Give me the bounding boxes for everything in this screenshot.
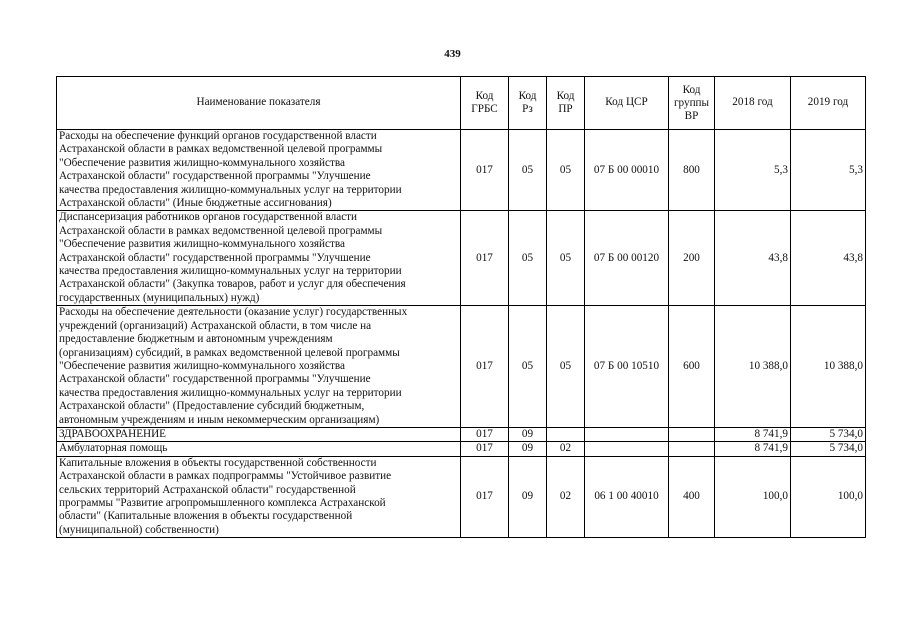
page-number: 439 xyxy=(444,48,461,60)
row-name-line: Астраханской области" (Предоставление субсидий бюджетным, xyxy=(59,400,365,413)
cell-2018: 8 741,9 xyxy=(715,427,791,441)
header-pr: Код ПР xyxy=(547,77,585,130)
cell-grbs: 017 xyxy=(461,306,509,428)
cell-vr xyxy=(669,427,715,441)
cell-csr xyxy=(585,427,669,441)
row-name xyxy=(57,211,461,306)
row-name-line: Астраханской области" государственной программы "Улучшение xyxy=(59,373,371,386)
row-name-line: качества предоставления жилищно-коммунальных услуг на территории xyxy=(59,265,402,278)
cell-rz: 09 xyxy=(509,456,547,537)
cell-2018: 10 388,0 xyxy=(715,306,791,428)
row-name-line: ЗДРАВООХРАНЕНИЕ xyxy=(59,427,167,440)
row-name-line: Расходы на обеспечение функций органов государственной власти xyxy=(59,130,377,142)
header-grbs: Код ГРБС xyxy=(461,77,509,130)
table-header-row xyxy=(57,77,866,130)
row-name-line: предоставление бюджетным и автономным учреждениям xyxy=(59,333,333,346)
table-row xyxy=(57,427,866,441)
cell-pr: 02 xyxy=(547,456,585,537)
cell-vr: 600 xyxy=(669,306,715,428)
cell-vr: 400 xyxy=(669,456,715,537)
cell-2018: 100,0 xyxy=(715,456,791,537)
row-name-line: (муниципальной) собственности) xyxy=(59,523,219,536)
cell-2018: 43,8 xyxy=(715,211,791,306)
row-name-line: государственных (муниципальных) нужд) xyxy=(59,291,260,304)
header-2018: 2018 год xyxy=(715,77,791,130)
cell-csr: 07 Б 00 00120 xyxy=(585,211,669,306)
budget-table xyxy=(56,76,866,538)
cell-2019: 5,3 xyxy=(791,130,866,211)
cell-rz: 05 xyxy=(509,306,547,428)
cell-vr: 200 xyxy=(669,211,715,306)
row-name-line: Астраханской области" государственной программы "Улучшение xyxy=(59,251,371,264)
header-vr: Код группы ВР xyxy=(669,77,715,130)
cell-grbs: 017 xyxy=(461,442,509,456)
row-name-line: сельских территорий Астраханской области" государственной xyxy=(59,483,356,496)
cell-rz: 05 xyxy=(509,130,547,211)
row-name-line: Диспансеризация работников органов государственной власти xyxy=(59,211,358,224)
row-name-line: Астраханской области в рамках подпрограммы "Устойчивое развитие xyxy=(59,470,392,483)
cell-2019: 43,8 xyxy=(791,211,866,306)
cell-pr: 05 xyxy=(547,306,585,428)
row-name-line: Амбулаторная помощь xyxy=(59,442,168,455)
cell-grbs: 017 xyxy=(461,130,509,211)
cell-2019: 100,0 xyxy=(791,456,866,537)
table-row xyxy=(57,456,866,537)
cell-vr xyxy=(669,442,715,456)
table-row xyxy=(57,211,866,306)
row-name-line: Капитальные вложения в объекты государственной собственности xyxy=(59,456,377,469)
cell-grbs: 017 xyxy=(461,427,509,441)
row-name-line: области" (Капитальные вложения в объекты государственной xyxy=(59,510,353,523)
cell-2018: 8 741,9 xyxy=(715,442,791,456)
row-name-line: программы "Развитие агропромышленного комплекса Астраханской xyxy=(59,496,386,509)
cell-pr xyxy=(547,427,585,441)
cell-rz: 09 xyxy=(509,427,547,441)
cell-2019: 10 388,0 xyxy=(791,306,866,428)
cell-pr: 02 xyxy=(547,442,585,456)
row-name xyxy=(57,442,461,456)
cell-2019: 5 734,0 xyxy=(791,442,866,456)
row-name-line: Астраханской области" (Иные бюджетные ассигнования) xyxy=(59,197,332,210)
cell-grbs: 017 xyxy=(461,456,509,537)
row-name-line: Астраханской области в рамках ведомственной целевой программы xyxy=(59,143,383,156)
cell-2019: 5 734,0 xyxy=(791,427,866,441)
table-row xyxy=(57,130,866,211)
row-name-line: Астраханской области в рамках ведомственной целевой программы xyxy=(59,224,383,237)
row-name-line: Астраханской области" государственной программы "Улучшение xyxy=(59,170,371,183)
cell-csr: 07 Б 00 10510 xyxy=(585,306,669,428)
cell-csr xyxy=(585,442,669,456)
row-name-line: (организациям) субсидий, в рамках ведомственной целевой программы xyxy=(59,346,400,359)
row-name-line: качества предоставления жилищно-коммунальных услуг на территории xyxy=(59,386,402,399)
header-2019: 2019 год xyxy=(791,77,866,130)
table-row xyxy=(57,306,866,428)
cell-pr: 05 xyxy=(547,130,585,211)
cell-csr: 06 1 00 40010 xyxy=(585,456,669,537)
row-name-line: учреждений (организаций) Астраханской области, в том числе на xyxy=(59,319,372,332)
row-name-line: "Обеспечение развития жилищно-коммунального хозяйства xyxy=(59,359,345,372)
row-name-line: Расходы на обеспечение деятельности (оказание услуг) государственных xyxy=(59,306,408,319)
header-name: Наименование показателя xyxy=(57,77,461,130)
row-name xyxy=(57,306,461,428)
row-name-line: "Обеспечение развития жилищно-коммунального хозяйства xyxy=(59,156,345,169)
row-name xyxy=(57,130,461,211)
table-row xyxy=(57,442,866,456)
cell-vr: 800 xyxy=(669,130,715,211)
row-name xyxy=(57,456,461,537)
row-name xyxy=(57,427,461,441)
cell-rz: 09 xyxy=(509,442,547,456)
row-name-line: автономным учреждениям и иным некоммерческим организациям) xyxy=(59,413,380,426)
cell-2018: 5,3 xyxy=(715,130,791,211)
row-name-line: "Обеспечение развития жилищно-коммунального хозяйства xyxy=(59,238,345,251)
header-rz: Код Рз xyxy=(509,77,547,130)
cell-csr: 07 Б 00 00010 xyxy=(585,130,669,211)
cell-grbs: 017 xyxy=(461,211,509,306)
cell-rz: 05 xyxy=(509,211,547,306)
header-csr: Код ЦСР xyxy=(585,77,669,130)
row-name-line: качества предоставления жилищно-коммунальных услуг на территории xyxy=(59,183,402,196)
row-name-line: Астраханской области" (Закупка товаров, работ и услуг для обеспечения xyxy=(59,278,406,291)
cell-pr: 05 xyxy=(547,211,585,306)
